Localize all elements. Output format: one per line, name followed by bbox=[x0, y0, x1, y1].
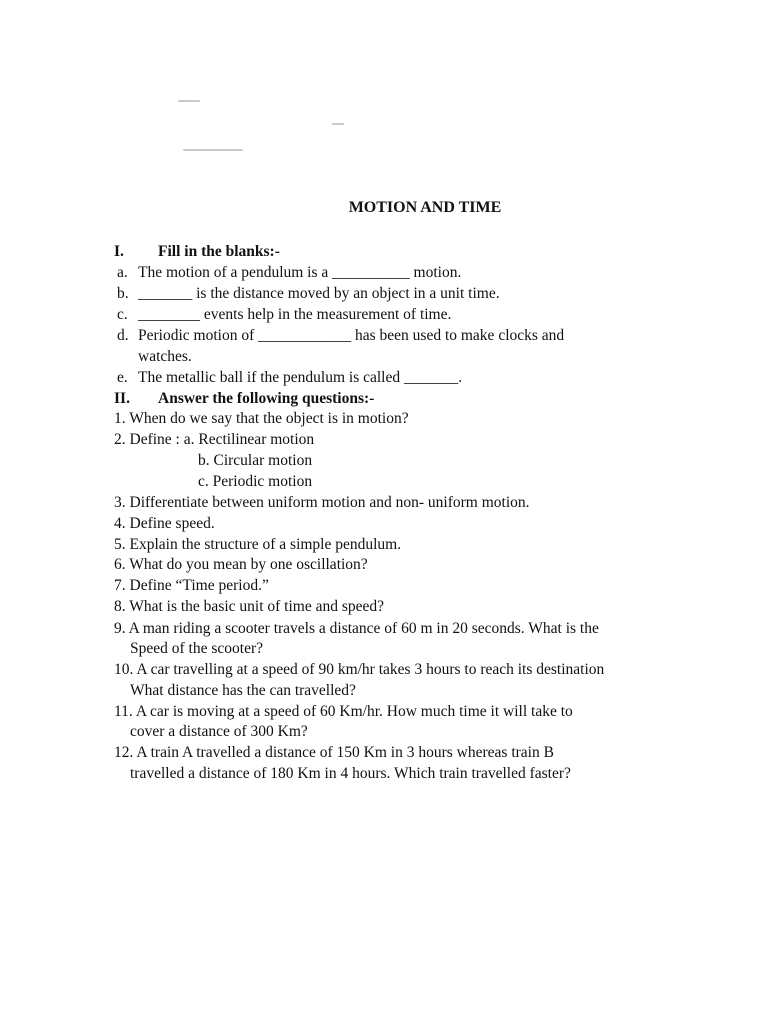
question-item: 8. What is the basic unit of time and speed? bbox=[114, 598, 385, 615]
scan-smudge bbox=[332, 123, 344, 125]
question-item: 6. What do you mean by one oscillation? bbox=[114, 556, 368, 573]
blank-item: The metallic ball if the pendulum is called _______. bbox=[138, 369, 463, 386]
question-subitem: c. Periodic motion bbox=[198, 473, 313, 490]
section-1-heading: Fill in the blanks:- bbox=[158, 243, 280, 260]
blank-item-marker: a. bbox=[117, 264, 128, 281]
blank-item: Periodic motion of ____________ has been used to make clocks and bbox=[138, 327, 565, 344]
page-title: MOTION AND TIME bbox=[348, 199, 502, 216]
question-item: 12. A train A travelled a distance of 150 Km in 3 hours whereas train B bbox=[114, 744, 554, 761]
question-item: 9. A man riding a scooter travels a distance of 60 m in 20 seconds. What is the bbox=[114, 620, 599, 637]
question-item: 11. A car is moving at a speed of 60 Km/hr. How much time it will take to bbox=[114, 703, 573, 720]
section-2-heading: Answer the following questions:- bbox=[158, 390, 375, 407]
question-item: 2. Define : a. Rectilinear motion bbox=[114, 431, 315, 448]
question-item: 7. Define “Time period.” bbox=[114, 577, 269, 594]
section-1-numeral: I. bbox=[114, 243, 124, 260]
blank-item: ________ events help in the measurement of time. bbox=[138, 306, 452, 323]
section-2-numeral: II. bbox=[114, 390, 130, 407]
question-item: 1. When do we say that the object is in motion? bbox=[114, 410, 409, 427]
question-subitem: b. Circular motion bbox=[198, 452, 313, 469]
question-item: 3. Differentiate between uniform motion and non- uniform motion. bbox=[114, 494, 530, 511]
scan-smudge bbox=[178, 100, 200, 102]
question-continuation: What distance has the can travelled? bbox=[130, 682, 356, 699]
blank-item: _______ is the distance moved by an object in a unit time. bbox=[138, 285, 500, 302]
question-continuation: cover a distance of 300 Km? bbox=[130, 723, 308, 740]
blank-item: The motion of a pendulum is a __________ motion. bbox=[138, 264, 462, 281]
blank-item-marker: b. bbox=[117, 285, 129, 302]
question-continuation: travelled a distance of 180 Km in 4 hours. Which train travelled faster? bbox=[130, 765, 571, 782]
question-item: 10. A car travelling at a speed of 90 km/hr takes 3 hours to reach its destination bbox=[114, 661, 605, 678]
question-item: 5. Explain the structure of a simple pendulum. bbox=[114, 536, 402, 553]
scan-smudge bbox=[183, 149, 243, 151]
blank-item-marker: c. bbox=[117, 306, 128, 323]
blank-item-marker: d. bbox=[117, 327, 129, 344]
blank-item-marker: e. bbox=[117, 369, 128, 386]
question-item: 4. Define speed. bbox=[114, 515, 215, 532]
question-continuation: Speed of the scooter? bbox=[130, 640, 263, 657]
blank-item-continuation: watches. bbox=[138, 348, 192, 365]
